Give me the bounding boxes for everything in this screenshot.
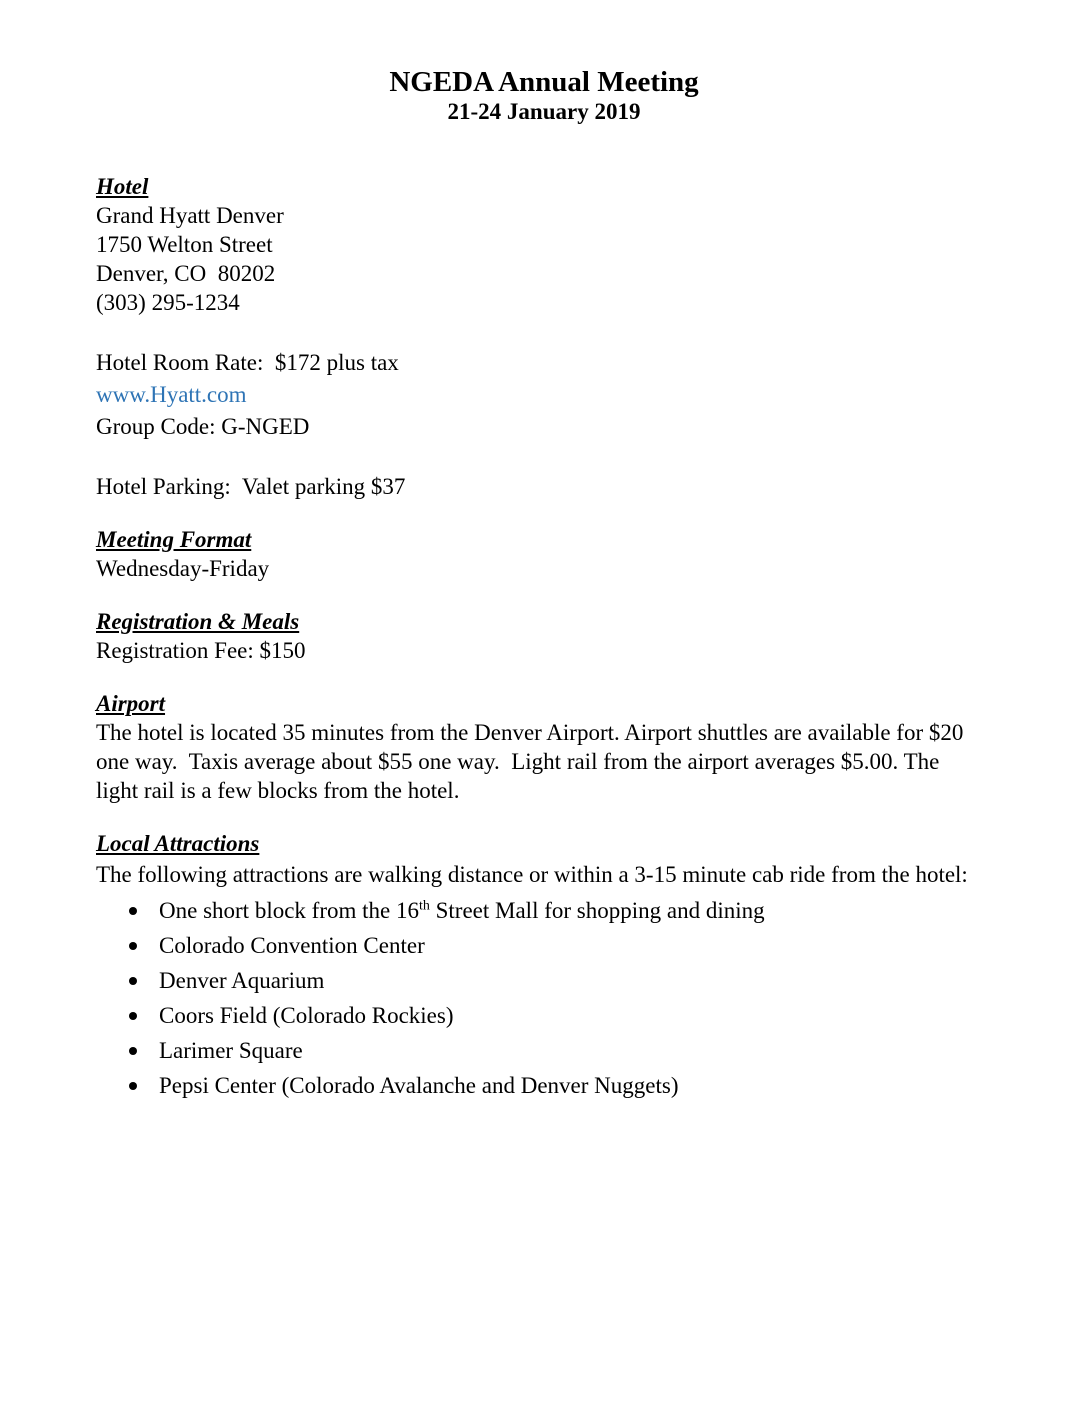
attraction-text: Pepsi Center (Colorado Avalanche and Denver Nuggets) xyxy=(159,1073,679,1098)
bullet-icon xyxy=(129,1012,137,1020)
attraction-item xyxy=(96,998,996,1033)
attraction-item xyxy=(96,963,996,998)
attraction-text: Denver Aquarium xyxy=(159,968,325,993)
attractions-intro: The following attractions are walking distance or within a 3-15 minute cab ride from the hotel: xyxy=(96,862,968,887)
hotel-group-code: Group Code: G-NGED xyxy=(96,414,310,439)
attraction-item xyxy=(96,893,996,928)
bullet-icon xyxy=(129,942,137,950)
hotel-street: 1750 Welton Street xyxy=(96,232,273,257)
meeting-format-heading: Meeting Format xyxy=(96,527,252,552)
attraction-text: Colorado Convention Center xyxy=(159,933,425,958)
attraction-text: Coors Field (Colorado Rockies) xyxy=(159,1003,454,1028)
hotel-heading: Hotel xyxy=(96,174,149,199)
hotel-website-link[interactable]: www.Hyatt.com xyxy=(96,382,247,407)
hotel-name: Grand Hyatt Denver xyxy=(96,203,284,228)
bullet-icon xyxy=(129,1082,137,1090)
hotel-room-rate: Hotel Room Rate: $172 plus tax xyxy=(96,350,399,375)
attraction-item xyxy=(96,1068,996,1103)
hotel-phone: (303) 295-1234 xyxy=(96,290,240,315)
hotel-city: Denver, CO 80202 xyxy=(96,261,276,286)
meeting-format-text: Wednesday-Friday xyxy=(96,556,270,581)
meeting-dates: 21-24 January 2019 xyxy=(447,99,641,124)
ordinal-suffix: th xyxy=(418,898,430,914)
airport-heading: Airport xyxy=(96,691,166,716)
attraction-text-start: One short block from the 16 xyxy=(159,898,419,923)
attractions-list xyxy=(96,893,996,1103)
registration-fee: Registration Fee: $150 xyxy=(96,638,306,663)
document-body xyxy=(96,172,996,1103)
registration-heading: Registration & Meals xyxy=(96,609,300,634)
attraction-item xyxy=(96,1033,996,1068)
attraction-text-end: Street Mall for shopping and dining xyxy=(429,898,765,923)
hotel-parking: Hotel Parking: Valet parking $37 xyxy=(96,474,406,499)
bullet-icon xyxy=(129,1047,137,1055)
document-title: NGEDA Annual Meeting xyxy=(389,66,699,98)
bullet-icon xyxy=(129,977,137,985)
attraction-text: Larimer Square xyxy=(159,1038,303,1063)
attraction-item xyxy=(96,928,996,963)
airport-text: The hotel is located 35 minutes from the Denver Airport. Airport shuttles are available for $20 one way. Taxis average about $55 one way. Light rail from the airport averages $5.00. The light rail is a few blocks from the hotel. xyxy=(96,720,970,803)
attractions-heading: Local Attractions xyxy=(96,831,260,856)
bullet-icon xyxy=(129,907,137,915)
